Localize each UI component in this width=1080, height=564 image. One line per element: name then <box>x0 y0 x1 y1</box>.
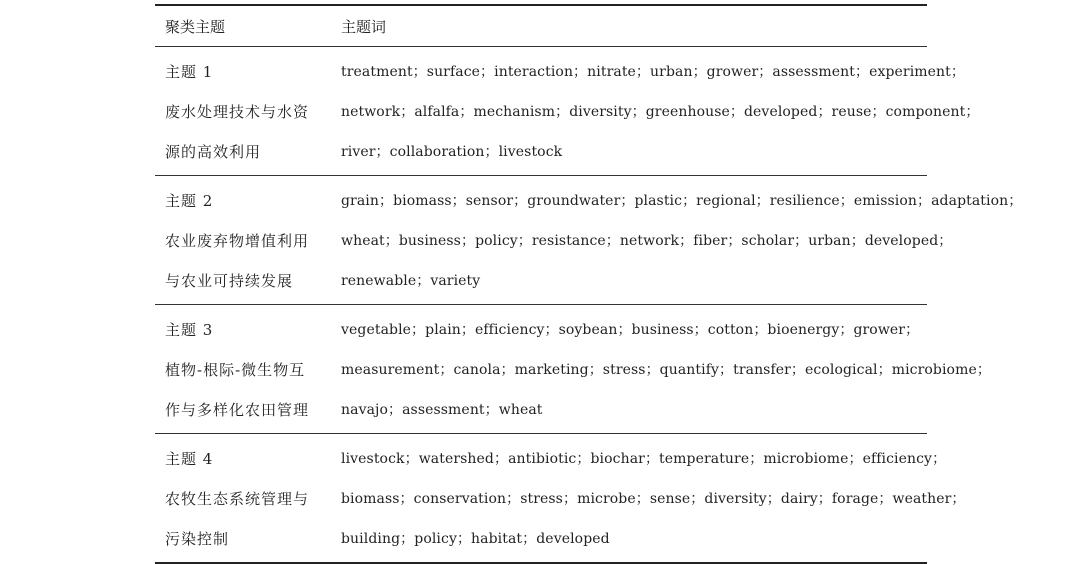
topic-name-line: 与农业可持续发展 <box>165 272 294 290</box>
topic-words-cell <box>341 181 1028 301</box>
topic-cell <box>155 439 341 559</box>
topic-words-line: renewable；variety <box>341 273 481 289</box>
topic-name-line: 农业废弃物增值利用 <box>165 232 310 250</box>
topic-words-line: grain；biomass；sensor；groundwater；plastic；regional；resilience；emission；adaptation； <box>341 193 1023 209</box>
topic-words-cell <box>341 439 972 559</box>
table-header-row <box>155 6 927 46</box>
topic-words-line: biomass；conservation；stress；microbe；sense；diversity；dairy；forage；weather； <box>341 491 966 507</box>
topic-cell <box>155 310 341 430</box>
topic-number: 主题 3 <box>165 321 214 339</box>
topic-name-line: 废水处理技术与水资 <box>165 103 310 121</box>
topic-words-cell <box>341 310 997 430</box>
topic-words-line: vegetable；plain；efficiency；soybean；business；cotton；bioenergy；grower； <box>341 322 920 338</box>
topic-number: 主题 4 <box>165 450 214 468</box>
topic-name-line: 污染控制 <box>165 530 230 548</box>
topic-cell <box>155 181 341 301</box>
keyword-table <box>155 4 1023 564</box>
topic-name-line: 作与多样化农田管理 <box>165 401 310 419</box>
table-row <box>155 47 980 175</box>
topic-words-line: livestock；watershed；antibiotic；biochar；temperature；microbiome；efficiency； <box>341 451 947 467</box>
topic-name-line: 源的高效利用 <box>165 143 262 161</box>
topic-words-cell <box>341 52 986 172</box>
header-topic-words: 主题词 <box>341 17 387 36</box>
topic-name-line: 植物-根际-微生物互 <box>165 361 306 379</box>
topic-number: 主题 2 <box>165 192 214 210</box>
topic-name-line: 农牧生态系统管理与 <box>165 490 310 508</box>
topic-words-line: river；collaboration；livestock <box>341 144 563 160</box>
topic-number: 主题 1 <box>165 63 214 81</box>
header-cluster-topic: 聚类主题 <box>165 17 226 36</box>
topic-words-line: wheat；business；policy；resistance；network；fiber；scholar；urban；developed； <box>341 233 953 249</box>
table-row <box>155 434 966 562</box>
topic-cell <box>155 52 341 172</box>
topic-words-line: navajo；assessment；wheat <box>341 402 543 418</box>
topic-words-line: building；policy；habitat；developed <box>341 531 610 547</box>
topic-words-line: measurement；canola；marketing；stress；quantify；transfer；ecological；microbiome； <box>341 362 991 378</box>
table-row <box>155 305 991 433</box>
topic-words-line: treatment；surface；interaction；nitrate；urban；grower；assessment；experiment； <box>341 64 965 80</box>
table-row <box>155 176 1023 304</box>
topic-words-line: network；alfalfa；mechanism；diversity；greenhouse；developed；reuse；component； <box>341 104 980 120</box>
